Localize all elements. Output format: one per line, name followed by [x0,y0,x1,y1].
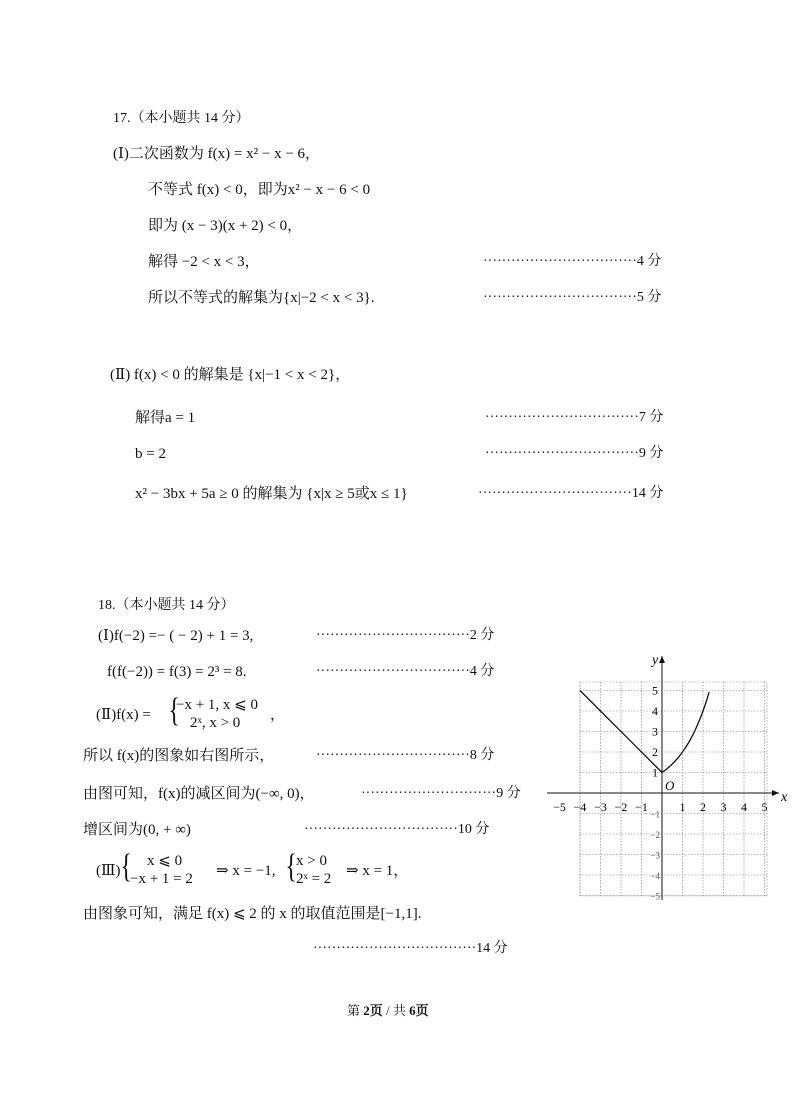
y-tick-label: −2 [650,830,660,840]
x-tick-label: −3 [594,800,607,814]
footer-total: 6页 [409,1003,429,1018]
y-tick-label: −1 [650,809,660,820]
system2-brace: { [285,848,297,885]
x-axis-arrow [772,790,779,796]
y-tick-label: 1 [652,765,658,780]
y-tick-label: 4 [652,704,658,718]
x-tick-label: −4 [573,800,587,814]
q18-score-14: ···································14 分 [313,941,508,956]
q18-line7-prefix: (Ⅲ) [96,863,121,879]
piecewise-case-2: 2ˣ, x > 0 [190,715,241,731]
y-tick-label: −3 [650,850,660,861]
q17-score-5: ·································5 分 [483,290,662,305]
q17-part2-line4: x² − 3bx + 5a ≥ 0 的解集为 {x|x ≥ 5或x ≤ 1} [135,486,408,502]
y-tick-label: 3 [652,724,658,739]
system2-row1: x > 0 [296,853,327,869]
footer-page: 2页 [363,1003,383,1018]
page-footer [347,1000,429,1019]
footer-sep: / 共 [386,1003,406,1018]
q18-score-2: ·································2 分 [316,628,495,643]
y-tick-label: 2 [652,745,658,759]
system1-row2: −x + 1 = 2 [130,871,193,887]
x-tick-label: 2 [700,800,706,814]
q17-title: 17.（本小题共 14 分） [113,111,250,126]
y-tick-label: 5 [652,683,658,698]
q18-score-8: ·································8 分 [316,748,495,763]
q17-part2-line3: b = 2 [135,446,166,462]
q17-part2-line2: 解得a = 1 [135,410,196,426]
q18-line7-mid: ⇒ x = −1, [216,863,276,879]
q18-line3-prefix: (Ⅱ)f(x) = [96,707,151,723]
y-axis-arrow [659,656,665,663]
q18-line8: 由图象可知，满足 f(x) ⩽ 2 的 x 的取值范围是[−1,1]. [83,906,422,922]
q18-line2: f(f(−2)) = f(3) = 2³ = 8. [107,664,247,680]
x-tick-label: 4 [741,800,747,814]
q18-score-10: ·································10 分 [304,822,490,837]
x-axis-label: x [781,790,788,805]
x-tick-label: 1 [679,800,686,814]
x-tick-label: −2 [614,800,628,814]
x-tick-label: −5 [553,800,566,814]
y-tick-label: −5 [650,891,660,902]
footer-pre: 第 [347,1003,361,1018]
system2-row2: 2ˣ = 2 [296,871,332,887]
q17-part1-line5: 所以不等式的解集为{x|−2 < x < 3}. [148,290,375,306]
q17-score-9: ·································9 分 [485,446,664,461]
q18-line6: 增区间为(0, + ∞) [83,822,191,838]
q17-part1-line2: 不等式 f(x) < 0，即为x² − x − 6 < 0 [148,182,371,198]
q17-score-4: ·································4 分 [483,254,662,269]
q18-title: 18.（本小题共 14 分） [98,598,235,613]
x-tick-label: −1 [635,800,648,814]
q17-part2-line1: (Ⅱ) f(x) < 0 的解集是 {x|−1 < x < 2}， [110,367,351,383]
x-tick-label: 3 [720,800,727,814]
y-tick-label: −4 [650,871,660,881]
q17-score-7: ·································7 分 [485,410,664,425]
q17-part1-line3: 即为 (x − 3)(x + 2) < 0， [148,218,303,234]
q18-score-9: ·····························9 分 [361,786,521,801]
q17-part1-line1: (Ⅰ)二次函数为 f(x) = x² − x − 6， [113,146,321,162]
q18-line7-end: ⇒ x = 1， [346,863,409,879]
system1-brace: { [120,848,132,885]
q17-score-14: ·································14 分 [478,486,664,501]
piecewise-case-1: −x + 1, x ⩽ 0 [176,697,258,713]
q18-score-4: ·································4 分 [316,664,495,679]
q17-part1-line4: 解得 −2 < x < 3， [148,254,260,270]
q18-line1: (Ⅰ)f(−2) =− ( − 2) + 1 = 3, [98,628,254,644]
origin-label: O [665,778,675,793]
function-graph [545,652,788,902]
q18-line4: 所以 f(x)的图象如右图所示， [83,748,275,764]
q18-line5: 由图可知，f(x)的减区间为(−∞, 0)， [83,786,315,802]
system1-row1: x ⩽ 0 [147,853,183,869]
piecewise-brace: { [168,692,180,729]
y-axis-label: y [652,653,659,668]
q18-line3-suffix: ， [270,707,286,723]
x-tick-label: 5 [761,800,768,814]
